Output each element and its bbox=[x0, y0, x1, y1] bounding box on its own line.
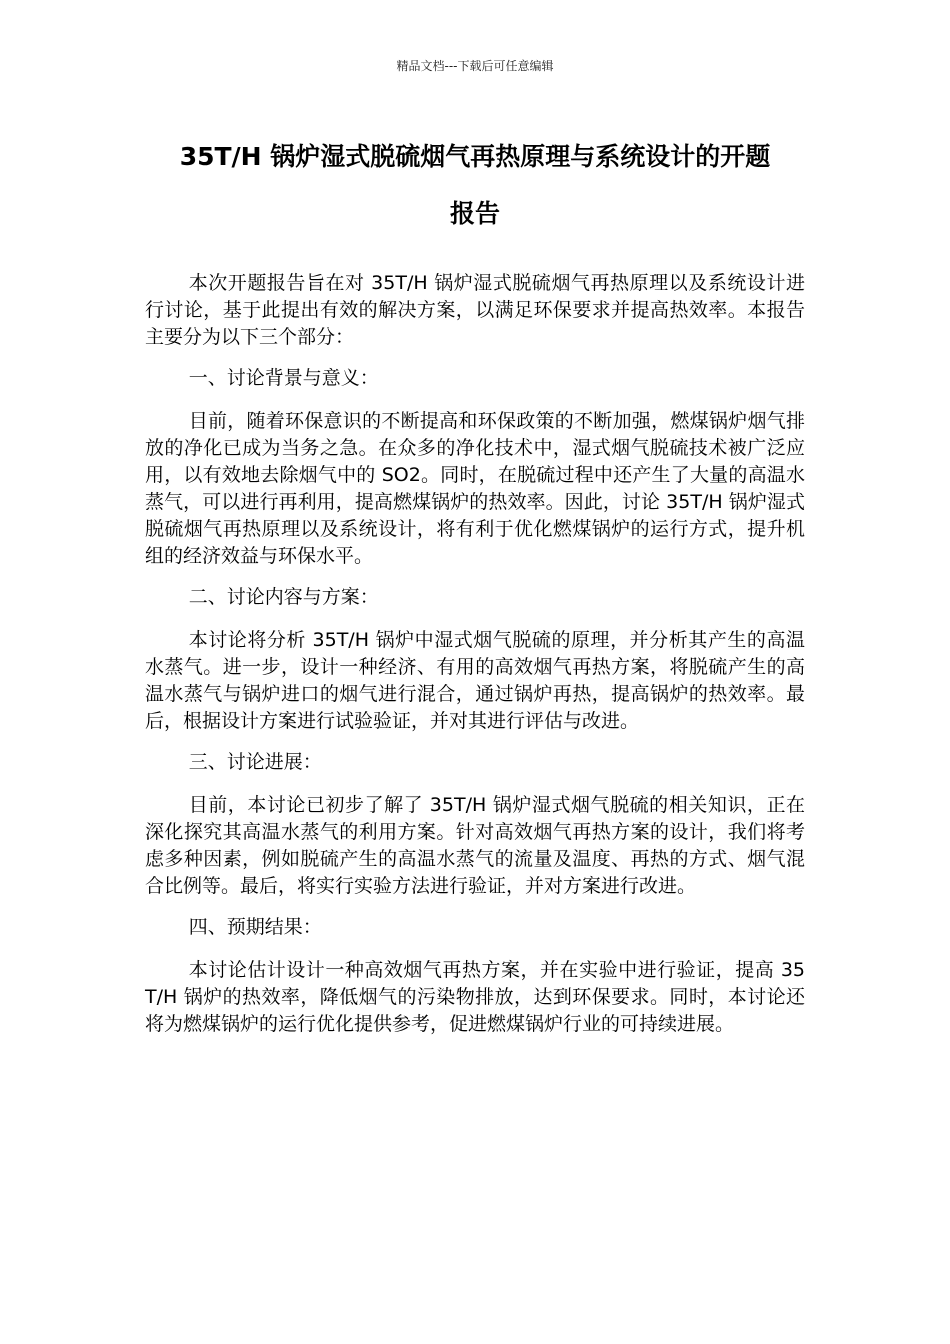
section-heading-progress: 三、讨论进展： bbox=[188, 751, 322, 773]
section-paragraph-progress: 目前，本讨论已初步了解了 35T/H 锅炉湿式烟气脱硫的相关知识，正在深化探究其高温水蒸气的利用方案。针对高效烟气再热方案的设计，我们将考虑多种因素，例如脱硫产生的高温水蒸气的流量及温度、再热的方式、烟气混合比例等。最后，将实行实验方法进行验证，并对方案进行改进。 bbox=[145, 794, 805, 897]
document-title-line-2: 报告 bbox=[449, 199, 500, 228]
page-header: 精品文档---下载后可任意编辑 bbox=[396, 59, 554, 73]
document-title-line-1: 35T/H 锅炉湿式脱硫烟气再热原理与系统设计的开题 bbox=[179, 142, 771, 171]
intro-paragraph: 本次开题报告旨在对 35T/H 锅炉湿式脱硫烟气再热原理以及系统设计进行讨论，基于此提出有效的解决方案，以满足环保要求并提高热效率。本报告主要分为以下三个部分： bbox=[145, 272, 805, 348]
document-title bbox=[140, 128, 810, 242]
section-heading-expected-results: 四、预期结果： bbox=[188, 916, 322, 938]
document-body bbox=[145, 270, 805, 1052]
section-paragraph-expected-results: 本讨论估计设计一种高效烟气再热方案，并在实验中进行验证，提高 35T/H 锅炉的热效率，降低烟气的污染物排放，达到环保要求。同时，本讨论还将为燃煤锅炉的运行优化提供参考，促进燃煤锅炉行业的可持续进展。 bbox=[145, 959, 805, 1035]
section-paragraph-background: 目前，随着环保意识的不断提高和环保政策的不断加强，燃煤锅炉烟气排放的净化已成为当务之急。在众多的净化技术中，湿式烟气脱硫技术被广泛应用，以有效地去除烟气中的 SO2。同时，在脱硫过程中还产生了大量的高温水蒸气，可以进行再利用，提高燃煤锅炉的热效率。因此，讨论 35T/H 锅炉湿式脱硫烟气再热原理以及系统设计，将有利于优化燃煤锅炉的运行方式，提升机组的经济效益与环保水平。 bbox=[145, 410, 805, 567]
section-paragraph-content: 本讨论将分析 35T/H 锅炉中湿式烟气脱硫的原理，并分析其产生的高温水蒸气。进一步，设计一种经济、有用的高效烟气再热方案，将脱硫产生的高温水蒸气与锅炉进口的烟气进行混合，通过锅炉再热，提高锅炉的热效率。最后，根据设计方案进行试验验证，并对其进行评估与改进。 bbox=[145, 629, 805, 732]
section-heading-background: 一、讨论背景与意义： bbox=[188, 367, 379, 389]
section-heading-content: 二、讨论内容与方案： bbox=[188, 586, 379, 608]
